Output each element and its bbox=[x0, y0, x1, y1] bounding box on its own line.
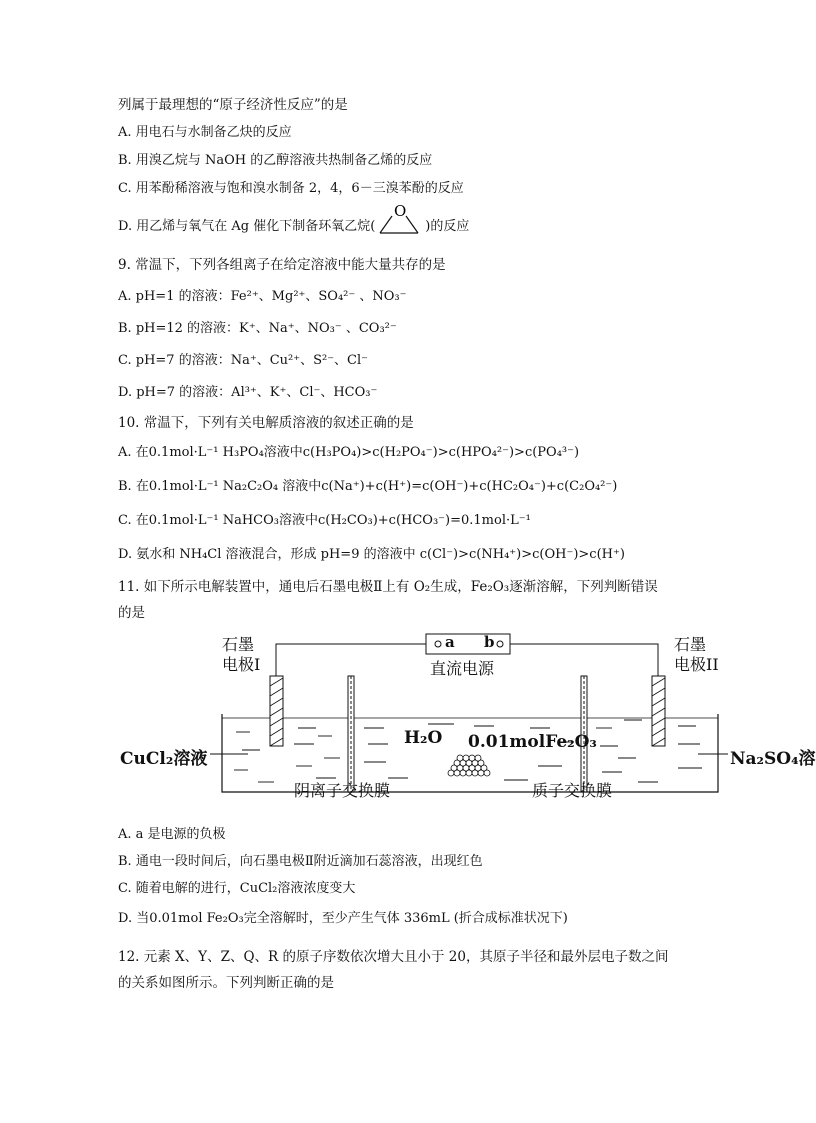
q9-option-a: A. pH=1 的溶液：Fe²⁺、Mg²⁺、SO₄²⁻ 、NO₃⁻ bbox=[118, 289, 407, 304]
q8-option-d-text-pre: D. 用乙烯与氧气在 Ag 催化下制备环氧乙烷( bbox=[118, 219, 376, 234]
q11-option-b: B. 通电一段时间后，向石墨电极Ⅱ附近滴加石蕊溶液，出现红色 bbox=[118, 854, 483, 869]
q12-stem-line1: 12. 元素 X、Y、Z、Q、R 的原子序数依次增大且小于 20，其原子半径和最外层电子数之间 bbox=[118, 949, 669, 965]
q10-option-a: A. 在0.1mol·L⁻¹ H₃PO₄溶液中c(H₃PO₄)>c(H₂PO₄⁻)>c(HPO₄²⁻)>c(PO₄³⁻) bbox=[118, 445, 580, 460]
q10-option-c: C. 在0.1mol·L⁻¹ NaHCO₃溶液中c(H₂CO₃)+c(HCO₃⁻)=0.1mol·L⁻¹ bbox=[118, 513, 531, 528]
fe2o3-label: 0.01molFe₂O₃ bbox=[468, 732, 597, 752]
electrode-1-label-line1: 石墨 bbox=[222, 635, 255, 654]
proton-exchange-membrane-label: 质子交换膜 bbox=[532, 781, 613, 800]
q9-option-d: D. pH=7 的溶液：Al³⁺、K⁺、Cl⁻、HCO₃⁻ bbox=[118, 385, 378, 400]
q12-stem-line2: 的关系如图所示。下列判断正确的是 bbox=[118, 975, 334, 991]
electrode-2-label-line1: 石墨 bbox=[674, 635, 707, 654]
q9-option-b: B. pH=12 的溶液：K⁺、Na⁺、NO₃⁻ 、CO₃²⁻ bbox=[118, 321, 397, 336]
epoxide-oxygen-label: O bbox=[394, 202, 407, 220]
q10-stem: 10. 常温下，下列有关电解质溶液的叙述正确的是 bbox=[118, 415, 414, 431]
epoxide-structure-icon bbox=[375, 202, 425, 236]
q10-option-b: B. 在0.1mol·L⁻¹ Na₂C₂O₄ 溶液中c(Na⁺)+c(H⁺)=c(OH⁻)+c(HC₂O₄⁻)+c(C₂O₄²⁻) bbox=[118, 479, 618, 494]
q10-option-d: D. 氨水和 NH₄Cl 溶液混合，形成 pH=9 的溶液中 c(Cl⁻)>c(NH₄⁺)>c(OH⁻)>c(H⁺) bbox=[118, 547, 625, 562]
electrolysis-apparatus-diagram bbox=[118, 632, 816, 807]
q8-option-d-text-post: )的反应 bbox=[425, 219, 470, 234]
q11-option-d: D. 当0.01mol Fe₂O₃完全溶解时，至少产生气体 336mL (折合成标准状况下) bbox=[118, 911, 568, 926]
q9-stem: 9. 常温下，下列各组离子在给定溶液中能大量共存的是 bbox=[118, 257, 446, 273]
na2so4-solution-label: Na₂SO₄溶 bbox=[730, 749, 816, 769]
terminal-a-label: a bbox=[445, 633, 455, 651]
q9-option-c: C. pH=7 的溶液：Na⁺、Cu²⁺、S²⁻、Cl⁻ bbox=[118, 353, 369, 368]
q8-option-a: A. 用电石与水制备乙炔的反应 bbox=[118, 125, 292, 140]
anion-exchange-membrane-label: 阴离子交换膜 bbox=[294, 781, 391, 800]
q11-stem-line2: 的是 bbox=[118, 605, 145, 621]
q8-stem: 列属于最理想的“原子经济性反应”的是 bbox=[118, 97, 348, 113]
cucl2-solution-label: CuCl₂溶液 bbox=[120, 749, 208, 769]
q8-option-d bbox=[118, 202, 470, 236]
q8-option-c: C. 用苯酚稀溶液与饱和溴水制备 2，4，6－三溴苯酚的反应 bbox=[118, 181, 464, 196]
electrode-1-label-line2: 电极I bbox=[222, 655, 261, 674]
power-source-label: 直流电源 bbox=[430, 659, 495, 678]
q8-option-b: B. 用溴乙烷与 NaOH 的乙醇溶液共热制备乙烯的反应 bbox=[118, 153, 433, 168]
water-label: H₂O bbox=[404, 728, 443, 748]
q11-option-c: C. 随着电解的进行，CuCl₂溶液浓度变大 bbox=[118, 881, 356, 896]
q11-stem-line1: 11. 如下所示电解装置中，通电后石墨电极Ⅱ上有 O₂生成，Fe₂O₃逐渐溶解，下列判断错误 bbox=[118, 579, 658, 595]
terminal-b-label: b bbox=[484, 633, 495, 651]
electrode-2-label-line2: 电极II bbox=[674, 655, 719, 674]
q11-option-a: A. a 是电源的负极 bbox=[118, 827, 226, 842]
